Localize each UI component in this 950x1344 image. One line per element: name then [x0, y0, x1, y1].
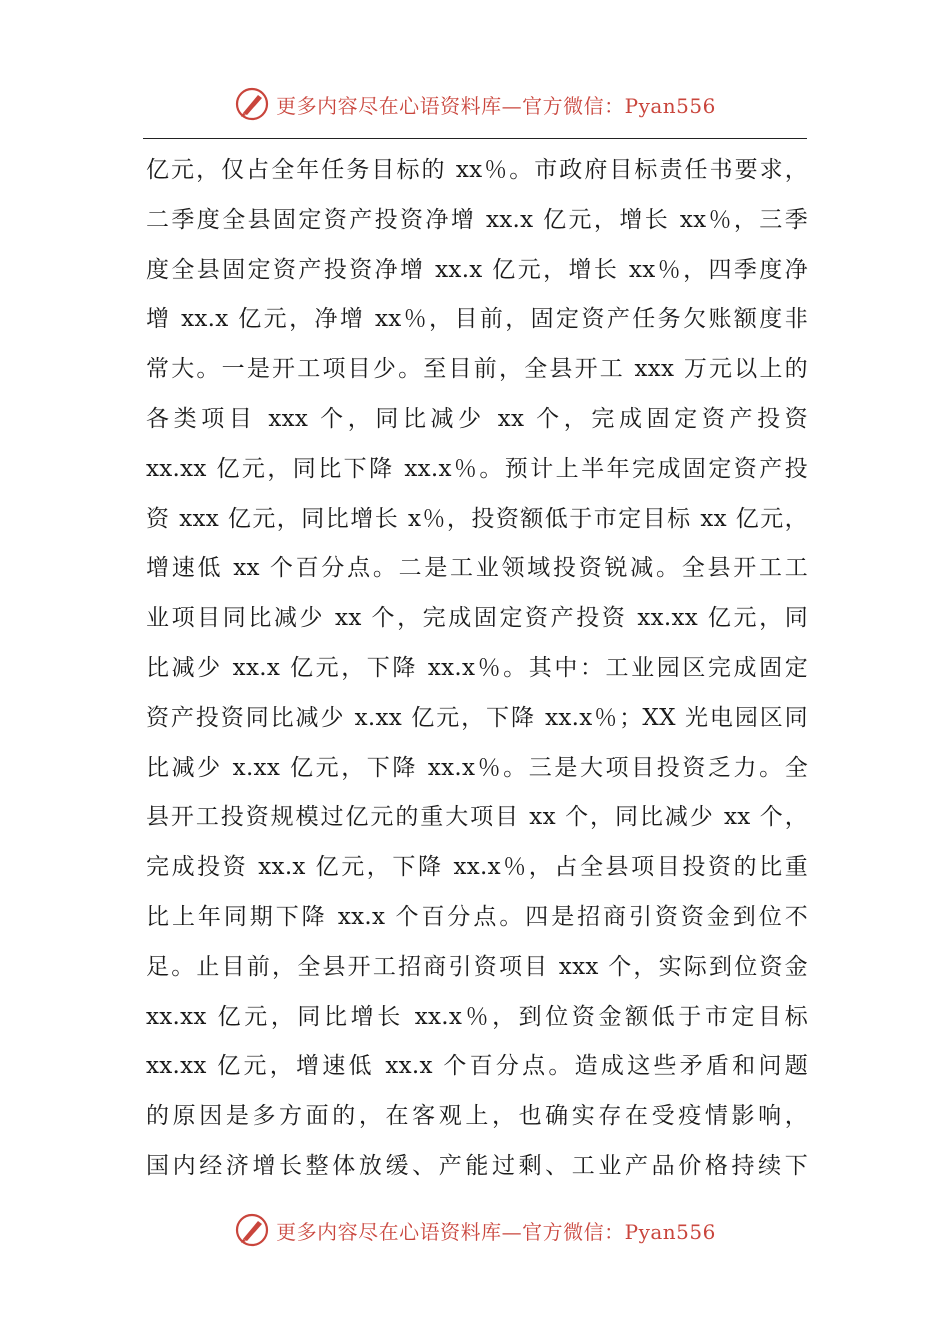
body-line: 各类项目 xxx 个，同比减少 xx 个，完成固定资产投资	[146, 405, 808, 432]
body-line: 比上年同期下降 xx.x 个百分点。四是招商引资资金到位不	[146, 903, 808, 930]
header-banner-text: 更多内容尽在心语资料库—官方微信：Pyan556	[276, 93, 716, 118]
body-line: 亿元，仅占全年任务目标的 xx％。市政府目标责任书要求，	[146, 157, 808, 183]
body-line: 业项目同比减少 xx 个，完成固定资产投资 xx.xx 亿元，同	[146, 605, 808, 632]
header-banner	[0, 84, 950, 124]
body-line: 足。止目前，全县开工招商引资项目 xxx 个，实际到位资金	[146, 953, 808, 980]
pen-in-circle-logo-icon	[234, 1212, 270, 1248]
body-line: 常大。一是开工项目少。至目前，全县开工 xxx 万元以上的	[146, 356, 808, 383]
body-line: 资 xxx 亿元，同比增长 x％，投资额低于市定目标 xx 亿元，	[146, 505, 808, 532]
body-line: 增速低 xx 个百分点。二是工业领域投资锐减。全县开工工	[146, 555, 808, 582]
body-line: 二季度全县固定资产投资净增 xx.x 亿元，增长 xx％，三季	[146, 206, 808, 233]
body-line: 比减少 x.xx 亿元，下降 xx.x％。三是大项目投资乏力。全	[146, 754, 808, 781]
document-body	[146, 146, 808, 1192]
body-line: 县开工投资规模过亿元的重大项目 xx 个，同比减少 xx 个，	[146, 804, 808, 831]
body-line: 度全县固定资产投资净增 xx.x 亿元，增长 xx％，四季度净	[146, 256, 808, 283]
body-line: 的原因是多方面的，在客观上，也确实存在受疫情影响，	[146, 1103, 808, 1130]
footer-banner	[0, 1210, 950, 1250]
body-line: 增 xx.x 亿元，净增 xx％，目前，固定资产任务欠账额度非	[146, 306, 808, 333]
body-line: 比减少 xx.x 亿元，下降 xx.x％。其中：工业园区完成固定	[146, 654, 808, 681]
body-line: xx.xx 亿元，增速低 xx.x 个百分点。造成这些矛盾和问题	[146, 1053, 808, 1080]
body-line: xx.xx 亿元，同比下降 xx.x％。预计上半年完成固定资产投	[146, 455, 808, 482]
body-line: 国内经济增长整体放缓、产能过剩、工业产品价格持续下	[146, 1152, 808, 1179]
footer-banner-text: 更多内容尽在心语资料库—官方微信：Pyan556	[276, 1219, 716, 1244]
body-line: xx.xx 亿元，同比增长 xx.x％，到位资金额低于市定目标	[146, 1003, 808, 1030]
body-line: 资产投资同比减少 x.xx 亿元，下降 xx.x％；XX 光电园区同	[146, 704, 808, 731]
pen-in-circle-logo-icon	[234, 86, 270, 122]
header-rule	[143, 138, 807, 139]
body-line: 完成投资 xx.x 亿元，下降 xx.x％，占全县项目投资的比重	[146, 854, 808, 881]
